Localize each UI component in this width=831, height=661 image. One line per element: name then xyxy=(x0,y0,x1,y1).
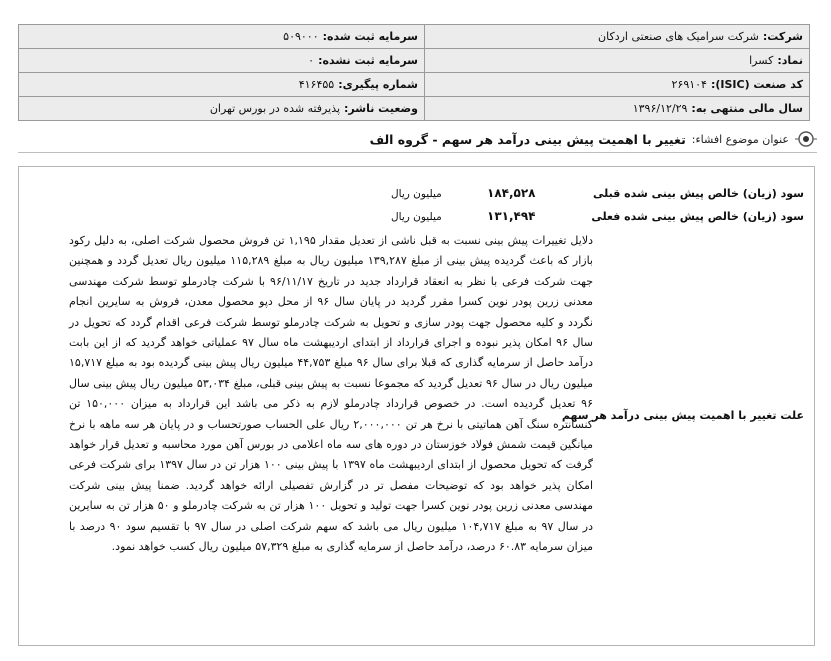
company-value: شرکت سرامیک های صنعتی اردکان xyxy=(598,30,759,43)
previous-forecast-value: ۱۸۴,۵۲۸ xyxy=(487,186,536,200)
current-forecast-unit: میلیون ریال xyxy=(391,211,442,223)
registered-capital-cell xyxy=(19,25,425,49)
topic-divider xyxy=(18,152,817,153)
previous-forecast-unit: میلیون ریال xyxy=(391,188,442,200)
topic-title: تغییر با اهمیت پیش بینی درآمد هر سهم - گروه الف xyxy=(369,131,686,147)
isic-label: کد صنعت (ISIC): xyxy=(710,78,803,91)
tracking-number-cell xyxy=(19,73,425,97)
symbol-label: نماد: xyxy=(777,54,803,67)
fiscal-year-value: ۱۳۹۶/۱۲/۲۹ xyxy=(632,102,688,115)
current-forecast-value: ۱۳۱,۴۹۴ xyxy=(487,209,536,223)
current-forecast-label: سود (زیان) خالص پیش بینی شده فعلی xyxy=(591,210,804,223)
change-reason-label: علت تغییر با اهمیت پیش بینی درآمد هر سهم xyxy=(561,409,804,422)
fiscal-year-cell xyxy=(425,97,810,121)
publisher-status-cell xyxy=(19,97,425,121)
tracking-number-value: ۴۱۶۴۵۵ xyxy=(298,78,335,91)
disclosure-content-frame xyxy=(18,166,815,646)
symbol-cell xyxy=(425,49,810,73)
company-cell xyxy=(425,25,810,49)
publisher-status-value: پذیرفته شده در بورس تهران xyxy=(209,102,341,115)
fiscal-year-label: سال مالی منتهی به: xyxy=(691,102,803,115)
isic-cell xyxy=(425,73,810,97)
company-label: شرکت: xyxy=(762,30,803,43)
registered-capital-value: ۵۰۹۰۰۰ xyxy=(283,30,319,43)
unregistered-capital-value: ۰ xyxy=(308,54,315,67)
previous-forecast-label: سود (زیان) خالص پیش بینی شده قبلی xyxy=(593,187,804,200)
unregistered-capital-cell xyxy=(19,49,425,73)
topic-label: عنوان موضوع افشاء: xyxy=(691,132,789,146)
tracking-number-label: شماره پیگیری: xyxy=(338,78,418,91)
isic-value: ۲۶۹۱۰۴ xyxy=(671,78,707,91)
registered-capital-label: سرمایه ثبت شده: xyxy=(322,30,418,43)
symbol-value: کسرا xyxy=(749,54,774,67)
disclosure-topic xyxy=(370,126,817,152)
publisher-status-label: وضعیت ناشر: xyxy=(344,102,418,115)
company-info-table xyxy=(18,24,810,121)
unregistered-capital-label: سرمایه ثبت نشده: xyxy=(318,54,418,67)
target-bullet-icon xyxy=(795,128,817,150)
change-reason-text: دلایل تغییرات پیش بینی نسبت به قبل ناشی از تعدیل مقدار ۱,۱۹۵ تن فروش محصول شرکت اصلی، به دلیل رکود بازار که باعث گردیده پیش بینی از مبلغ ۱۳۹,۲۸۷ میلیون ریال به مبلغ ۱۱۵,۲۸۹ میلیون ریال تعدیل گردد و همچنین جهت شرکت فرعی با نظر به انعقاد قرارداد جدید در تاریخ ۹۶/۱۱/۱۷ با شرکت چادرملو توسط شرکت مهندسی معدنی زرین پودر نوین کسرا مقرر گردید در پایان سال ۹۶ از محل دپو محصول معدن، فروش به سایرین انجام نگردد و کلیه محصول جهت پودر سازی و تحویل به شرکت چادرملو توسط شرکت فرعی اقدام گردد که تحویل در سال ۹۶ امکان پذیر نبوده و اجرای قرارداد از ابتدای اردیبهشت ماه سال ۹۷ عملیاتی خواهد گردید که از این بابت درآمد حاصل از سرمایه گذاری که قبلا برای سال ۹۶ مبلغ ۴۴,۷۵۳ میلیون ریال پیش بینی گردیده بود به مبلغ ۱۵,۷۱۷ میلیون ریال در سال ۹۶ تعدیل گردید که مجموعا نسبت به پیش بینی قبلی، مبلغ ۵۳,۰۳۴ میلیون ریال پیش بینی سال ۹۶ تعدیل گردیده است. در خصوص قرارداد چادرملو لازم به ذکر می باشد این قرارداد به میزان ۱۵۰,۰۰۰ تن کنسانتره سنگ آهن هماتیتی با نرخ هر تن ۲,۰۰۰,۰۰۰ ریال علی الحساب صورتحساب و در پایان هر سه ماهه با نرخ میانگین قیمت شمش فولاد خوزستان در دوره های سه ماه اعلامی در بورس آهن مورد محاسبه و تعدیل قرار خواهد گرفت که تحویل محصول از ابتدای اردیبهشت ماه ۱۳۹۷ با پیش بینی ۱۰۰ هزار تن در سال ۱۳۹۷ برای شرکت فرعی امکان پذیر خواهد بود که توضیحات مفصل تر در گزارش تفصیلی ارائه خواهد گردید. ضمنا پیش بینی شرکت مهندسی معدنی زرین پودر نوین کسرا جهت تولید و تحویل ۱۰۰ هزار تن به شرکت چادرملو و ۵۰ هزار تن به سایرین در سال ۹۷ به مبلغ ۱۰۴,۷۱۷ میلیون ریال می باشد که سهم شرکت اصلی در سال ۹۷ با تقسیم سود ۹۰ درصد با میزان سرمایه ۶۰.۸۳ درصد، درآمد حاصل از سرمایه گذاری به مبلغ ۵۷,۳۲۹ میلیون ریال کسب خواهد نمود. xyxy=(69,234,594,554)
